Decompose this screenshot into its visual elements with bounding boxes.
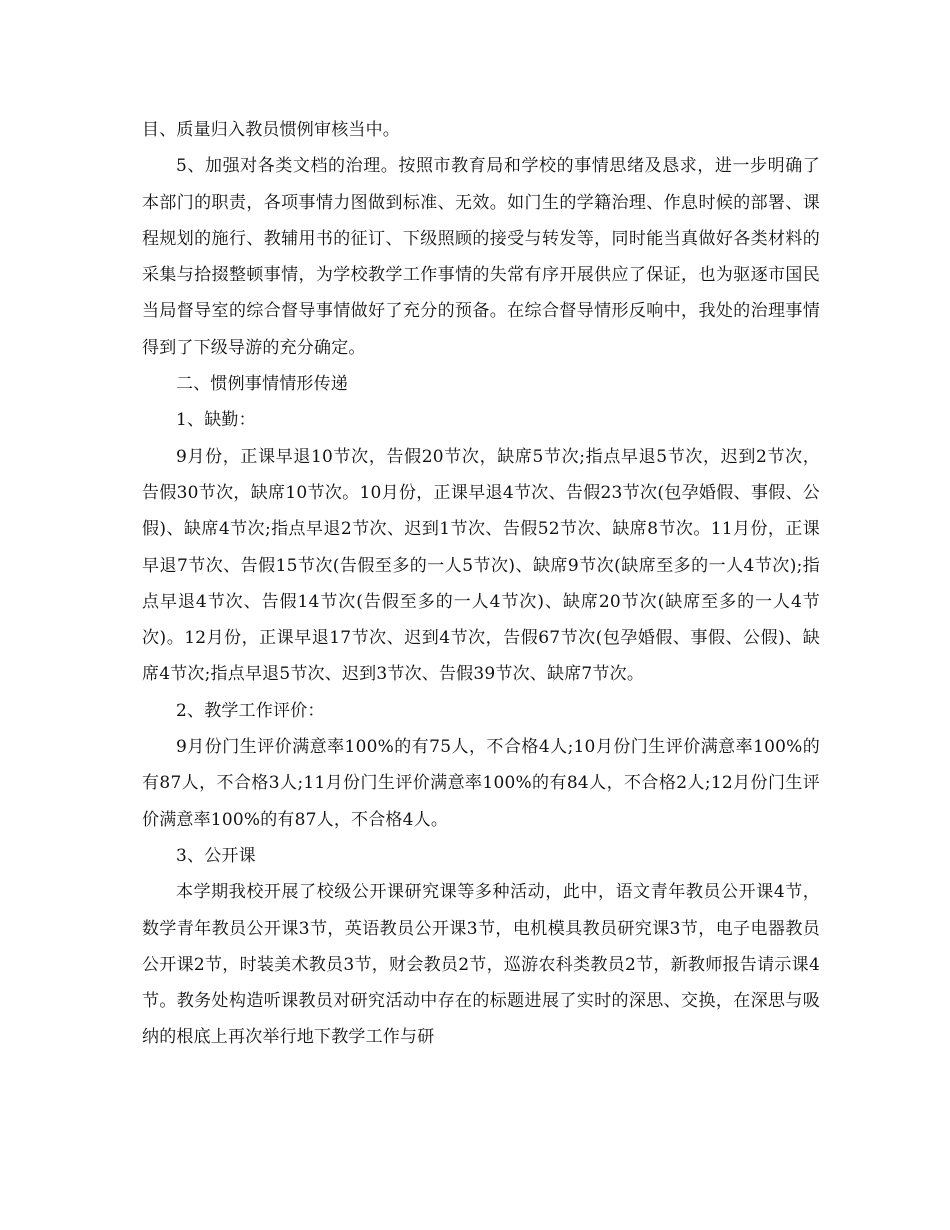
document-body [142,112,820,1056]
paragraph-document-management: 5、加强对各类文档的治理。按照市教育局和学校的事情思绪及恳求，进一步明确了本部门的职责，各项事情力图做到标准、无效。如门生的学籍治理、作息时候的部署、课程规划的施行、教辅用书的征订、下级照顾的接受与转发等，同时能当真做好各类材料的采集与拾掇整顿事情，为学校教学工作事情的失常有序开展供应了保证，也为驱逐市国民当局督导室的综合督导事情做好了充分的预备。在综合督导情形反响中，我处的治理事情得到了下级导游的充分确定。 [142,156,820,358]
paragraph-attendance: 9月份，正课早退10节次，告假20节次，缺席5节次;指点早退5节次，迟到2节次，告假30节次，缺席10节次。10月份，正课早退4节次、告假23节次(包孕婚假、事假、公假)、缺席4节次;指点早退2节次、迟到1节次、告假52节次、缺席8节次。11月份，正课早退7节次、告假15节次(告假至多的一人5节次)、缺席9节次(缺席至多的一人4节次);指点早退4节次、告假14节次(告假至多的一人4节次)、缺席20节次(缺席至多的一人4节次)。12月份，正课早退17节次、迟到4节次，告假67节次(包孕婚假、事假、公假)、缺席4节次;指点早退5节次、迟到3节次、告假39节次、缺席7节次。 [142,446,820,685]
paragraph-open-class: 本学期我校开展了校级公开课研究课等多种活动，此中，语文青年教员公开课4节，数学青年教员公开课3节，英语教员公开课3节，电机模具教员研究课3节，电子电器教员公开课2节，时装美术教员3节，财会教员2节，巡游农科类教员2节，新教师报告请示课4节。教务处构造听课教员对研究活动中存在的标题进展了实时的深思、交换，在深思与吸纳的根底上再次举行地下教学工作与研 [142,882,820,1048]
subheading-attendance: 1、缺勤： [176,410,256,431]
subheading-teaching-evaluation: 2、教学工作评价： [176,700,325,721]
paragraph-continuation: 目、质量归入教员惯例审核当中。 [142,120,400,140]
paragraph-teaching-evaluation: 9月份门生评价满意率100%的有75人，不合格4人;10月份门生评价满意率100%的有87人，不合格3人;11月份门生评价满意率100%的有84人，不合格2人;12月份门生评价满意率100%的有87人，不合格4人。 [142,737,820,830]
section-heading-routine-report: 二、惯例事情情形传递 [176,374,348,395]
subheading-open-class: 3、公开课 [176,845,256,866]
